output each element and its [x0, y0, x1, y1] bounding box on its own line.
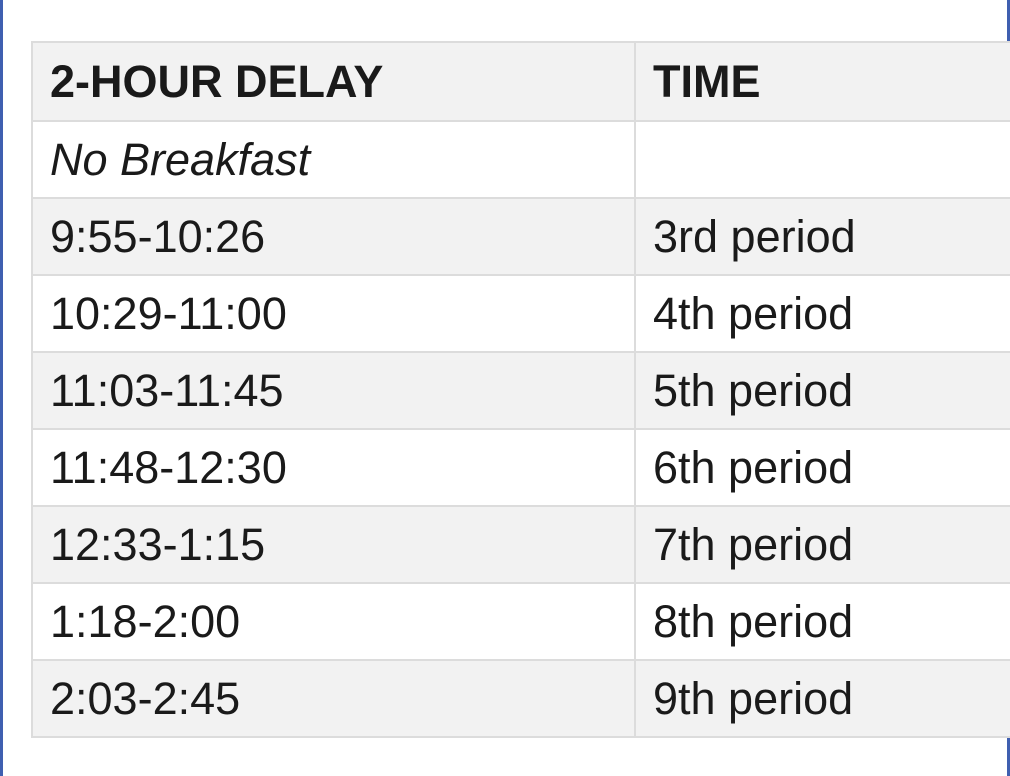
time-range-cell: 10:29-11:00 — [32, 275, 635, 352]
note-empty-cell — [635, 121, 1010, 198]
table-row-note — [32, 121, 1010, 198]
time-range-cell: 1:18-2:00 — [32, 583, 635, 660]
table-row — [32, 429, 1010, 506]
time-range-cell: 11:48-12:30 — [32, 429, 635, 506]
column-header-time: TIME — [635, 42, 1010, 121]
table-row — [32, 660, 1010, 737]
period-cell: 9th period — [635, 660, 1010, 737]
table-row — [32, 583, 1010, 660]
time-range-cell: 12:33-1:15 — [32, 506, 635, 583]
table-header-row — [32, 42, 1010, 121]
time-range-cell: 9:55-10:26 — [32, 198, 635, 275]
table-row — [32, 275, 1010, 352]
period-cell: 5th period — [635, 352, 1010, 429]
table-row — [32, 198, 1010, 275]
column-header-delay: 2-HOUR DELAY — [32, 42, 635, 121]
table-row — [32, 506, 1010, 583]
time-range-cell: 11:03-11:45 — [32, 352, 635, 429]
period-cell: 4th period — [635, 275, 1010, 352]
schedule-table-container — [31, 41, 1010, 753]
period-cell: 3rd period — [635, 198, 1010, 275]
period-cell: 6th period — [635, 429, 1010, 506]
delay-schedule-table — [31, 41, 1010, 738]
time-range-cell: 2:03-2:45 — [32, 660, 635, 737]
table-row — [32, 352, 1010, 429]
period-cell: 7th period — [635, 506, 1010, 583]
period-cell: 8th period — [635, 583, 1010, 660]
note-cell: No Breakfast — [32, 121, 635, 198]
window-border-left — [0, 0, 3, 776]
